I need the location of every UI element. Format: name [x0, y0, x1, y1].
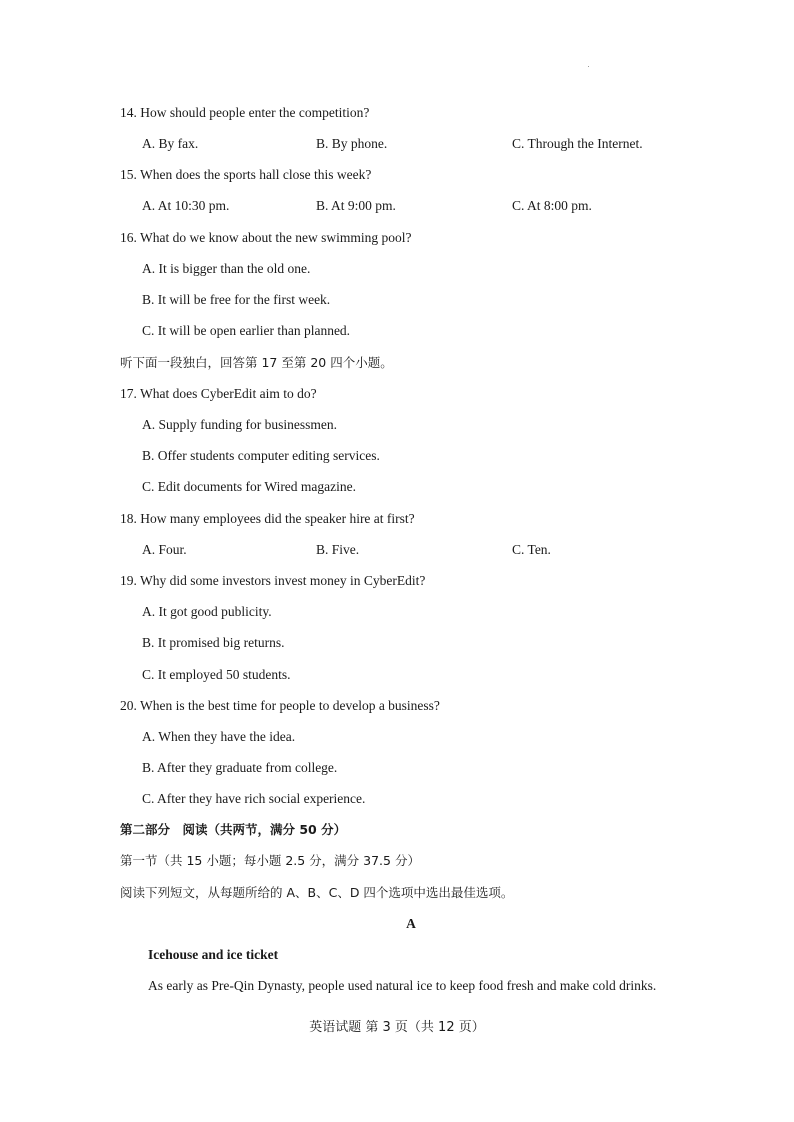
- q18-option-a: A. Four.: [142, 542, 187, 557]
- q14-option-c: C. Through the Internet.: [512, 136, 643, 151]
- q17-option-a: A. Supply funding for businessmen.: [142, 417, 337, 432]
- q16-option-c: C. It will be open earlier than planned.: [142, 323, 351, 338]
- question-18: 18. How many employees did the speaker hire at first?: [120, 511, 415, 526]
- q16-option-b: B. It will be free for the first week.: [142, 292, 331, 307]
- q15-option-a: A. At 10:30 pm.: [142, 198, 230, 213]
- q14-option-b: B. By phone.: [316, 136, 388, 151]
- passage-first-line: As early as Pre-Qin Dynasty, people used natural ice to keep food fresh and make cold drinks.: [148, 978, 657, 993]
- q20-option-a: A. When they have the idea.: [142, 729, 296, 744]
- q18-option-c: C. Ten.: [512, 542, 551, 557]
- q19-option-b: B. It promised big returns.: [142, 635, 285, 650]
- q19-option-c: C. It employed 50 students.: [142, 667, 291, 682]
- question-16: 16. What do we know about the new swimming pool?: [120, 230, 412, 245]
- question-17: 17. What does CyberEdit aim to do?: [120, 386, 317, 401]
- q19-option-a: A. It got good publicity.: [142, 604, 272, 619]
- q14-option-a: A. By fax.: [142, 136, 199, 151]
- q15-option-c: C. At 8:00 pm.: [512, 198, 592, 213]
- question-15: 15. When does the sports hall close this week?: [120, 167, 372, 182]
- part2-heading: 第二部分 阅读（共两节，满分 50 分）: [120, 822, 347, 837]
- instruction-17-20: 听下面一段独白，回答第 17 至第 20 四个小题。: [120, 355, 393, 370]
- page-footer: 英语试题 第 3 页（共 12 页）: [309, 1020, 485, 1035]
- section1-heading: 第一节（共 15 小题；每小题 2.5 分，满分 37.5 分）: [120, 853, 420, 868]
- q17-option-c: C. Edit documents for Wired magazine.: [142, 479, 357, 494]
- reading-instruction: 阅读下列短文，从每题所给的 A、B、C、D 四个选项中选出最佳选项。: [120, 885, 514, 900]
- scan-speck: [588, 66, 589, 67]
- passage-letter: A: [406, 916, 416, 931]
- q20-option-c: C. After they have rich social experience.: [142, 791, 366, 806]
- question-19: 19. Why did some investors invest money in CyberEdit?: [120, 573, 426, 588]
- q15-option-b: B. At 9:00 pm.: [316, 198, 396, 213]
- question-20: 20. When is the best time for people to develop a business?: [120, 698, 440, 713]
- passage-title: Icehouse and ice ticket: [148, 947, 279, 962]
- q16-option-a: A. It is bigger than the old one.: [142, 261, 311, 276]
- q17-option-b: B. Offer students computer editing services.: [142, 448, 380, 463]
- q20-option-b: B. After they graduate from college.: [142, 760, 338, 775]
- question-14: 14. How should people enter the competition?: [120, 105, 370, 120]
- q18-option-b: B. Five.: [316, 542, 360, 557]
